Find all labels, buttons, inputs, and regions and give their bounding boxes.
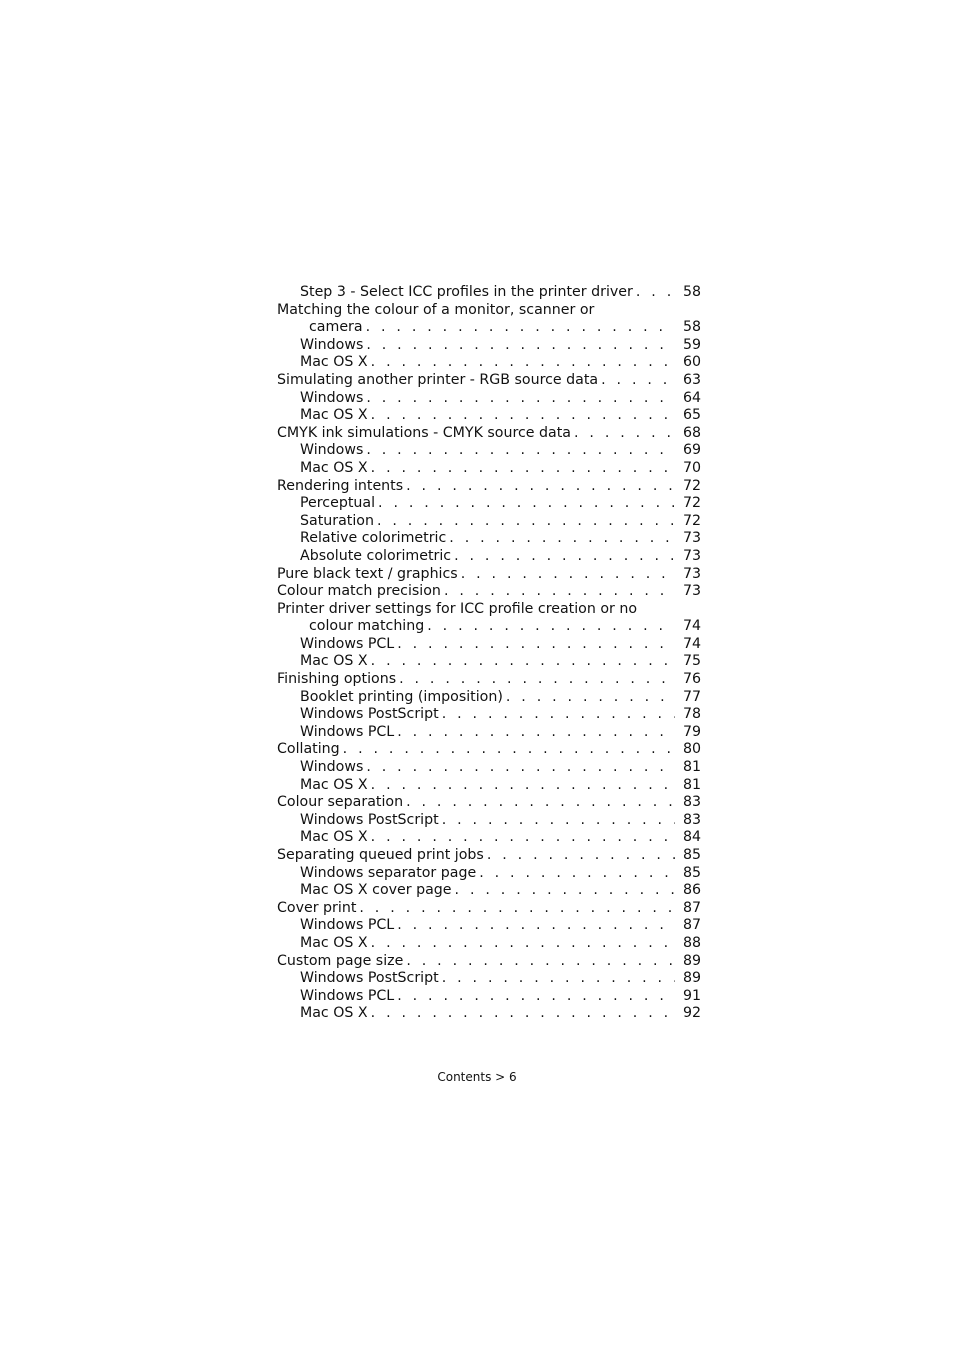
toc-entry[interactable] bbox=[277, 407, 701, 425]
toc-entry[interactable] bbox=[277, 495, 701, 513]
toc-entry[interactable] bbox=[277, 794, 701, 812]
toc-entry-title: camera bbox=[309, 319, 363, 336]
toc-entry-page-number: 81 bbox=[682, 759, 701, 776]
toc-entry[interactable] bbox=[277, 284, 701, 302]
toc-entry-page-number: 72 bbox=[682, 477, 701, 494]
toc-entry[interactable] bbox=[277, 425, 701, 443]
toc-dot-leader bbox=[397, 917, 675, 935]
toc-entry-title: Windows PostScript bbox=[300, 706, 439, 723]
toc-dot-leader bbox=[371, 777, 675, 795]
toc-entry-page-number: 65 bbox=[682, 407, 701, 424]
table-of-contents bbox=[277, 284, 701, 1023]
toc-entry-title: Windows bbox=[300, 442, 364, 459]
toc-entry-title: Windows PCL bbox=[300, 635, 395, 652]
toc-entry-page-number: 91 bbox=[682, 987, 701, 1004]
toc-entry-page-number: 60 bbox=[682, 354, 701, 371]
toc-entry-title: Mac OS X bbox=[300, 459, 368, 476]
toc-entry-title: Rendering intents bbox=[277, 477, 404, 494]
toc-entry-page-number: 83 bbox=[682, 811, 701, 828]
toc-entry-title: Windows PCL bbox=[300, 917, 395, 934]
toc-entry[interactable] bbox=[277, 724, 701, 742]
toc-entry-title: Cover print bbox=[277, 899, 357, 916]
toc-entry-page-number: 72 bbox=[682, 495, 701, 512]
toc-entry-title: Mac OS X bbox=[300, 407, 368, 424]
toc-entry[interactable] bbox=[277, 689, 701, 707]
toc-entry-title: Step 3 - Select ICC profiles in the printer driver bbox=[300, 284, 633, 300]
toc-dot-leader bbox=[406, 794, 675, 812]
toc-entry[interactable] bbox=[277, 970, 701, 988]
toc-entry-title: Windows separator page bbox=[300, 864, 477, 881]
toc-entry[interactable] bbox=[277, 900, 701, 918]
toc-dot-leader bbox=[601, 372, 675, 390]
toc-entry-title: Windows PCL bbox=[300, 987, 395, 1004]
toc-entry-title: Colour separation bbox=[277, 794, 404, 811]
toc-entry-title: Windows bbox=[300, 336, 364, 353]
toc-entry[interactable] bbox=[277, 583, 701, 601]
toc-dot-leader bbox=[366, 442, 675, 460]
toc-dot-leader bbox=[455, 882, 675, 900]
toc-entry[interactable] bbox=[277, 636, 701, 654]
toc-entry[interactable] bbox=[277, 302, 701, 320]
toc-entry-title: Mac OS X bbox=[300, 776, 368, 793]
toc-entry[interactable] bbox=[277, 1005, 701, 1023]
toc-entry-page-number: 58 bbox=[682, 319, 701, 336]
toc-entry-title: Saturation bbox=[300, 512, 374, 529]
toc-entry-title: Mac OS X bbox=[300, 1005, 368, 1022]
toc-entry-page-number: 74 bbox=[682, 635, 701, 652]
toc-entry[interactable] bbox=[277, 548, 701, 566]
toc-entry-title: Windows bbox=[300, 759, 364, 776]
toc-dot-leader bbox=[454, 548, 675, 566]
toc-entry-page-number: 68 bbox=[682, 424, 701, 441]
toc-entry-page-number: 81 bbox=[682, 776, 701, 793]
toc-entry-page-number: 87 bbox=[682, 899, 701, 916]
toc-dot-leader bbox=[406, 953, 675, 971]
toc-entry-title: Windows PostScript bbox=[300, 811, 439, 828]
toc-entry-page-number: 79 bbox=[682, 723, 701, 740]
toc-entry[interactable] bbox=[277, 882, 701, 900]
toc-entry[interactable] bbox=[277, 847, 701, 865]
toc-entry[interactable] bbox=[277, 935, 701, 953]
toc-entry[interactable] bbox=[277, 671, 701, 689]
toc-entry-page-number: 83 bbox=[682, 794, 701, 811]
toc-dot-leader bbox=[366, 337, 675, 355]
toc-entry[interactable] bbox=[277, 618, 701, 636]
toc-entry-title: Separating queued print jobs bbox=[277, 847, 484, 863]
toc-entry[interactable] bbox=[277, 777, 701, 795]
toc-entry-title: Windows PostScript bbox=[300, 970, 439, 987]
toc-entry[interactable] bbox=[277, 653, 701, 671]
toc-entry[interactable] bbox=[277, 530, 701, 548]
toc-entry-title: Finishing options bbox=[277, 671, 397, 688]
toc-entry[interactable] bbox=[277, 460, 701, 478]
toc-dot-leader bbox=[442, 812, 675, 830]
toc-dot-leader bbox=[371, 1005, 675, 1023]
toc-entry-page-number: 69 bbox=[682, 442, 701, 459]
toc-entry[interactable] bbox=[277, 513, 701, 531]
toc-entry-page-number: 87 bbox=[682, 917, 701, 934]
toc-entry-title: Booklet printing (imposition) bbox=[300, 688, 503, 705]
toc-entry-page-number: 85 bbox=[682, 864, 701, 881]
toc-entry-title: Simulating another printer - RGB source data bbox=[277, 371, 599, 388]
toc-entry-page-number: 73 bbox=[682, 565, 701, 582]
toc-entry-page-number: 70 bbox=[682, 459, 701, 476]
toc-entry-page-number: 86 bbox=[682, 882, 701, 899]
toc-dot-leader bbox=[377, 513, 675, 531]
toc-dot-leader bbox=[397, 988, 675, 1006]
toc-entry-title: Mac OS X bbox=[300, 653, 368, 670]
toc-entry[interactable] bbox=[277, 917, 701, 935]
toc-entry-title: Windows bbox=[300, 389, 364, 406]
toc-entry[interactable] bbox=[277, 442, 701, 460]
toc-entry[interactable] bbox=[277, 829, 701, 847]
toc-entry[interactable] bbox=[277, 741, 701, 759]
toc-dot-leader bbox=[479, 865, 675, 883]
toc-entry[interactable] bbox=[277, 759, 701, 777]
toc-entry-page-number: 75 bbox=[682, 653, 701, 670]
toc-dot-leader bbox=[378, 495, 675, 513]
toc-entry[interactable] bbox=[277, 953, 701, 971]
toc-entry[interactable] bbox=[277, 337, 701, 355]
toc-dot-leader bbox=[444, 583, 675, 601]
toc-entry-page-number: 85 bbox=[682, 847, 701, 863]
toc-entry-title: Mac OS X cover page bbox=[300, 882, 452, 899]
toc-entry-page-number: 84 bbox=[682, 829, 701, 846]
toc-dot-leader bbox=[427, 618, 675, 636]
toc-dot-leader bbox=[636, 284, 675, 302]
toc-entry[interactable] bbox=[277, 390, 701, 408]
toc-dot-leader bbox=[449, 530, 675, 548]
toc-dot-leader bbox=[399, 671, 675, 689]
toc-entry-page-number: 92 bbox=[682, 1005, 701, 1022]
toc-entry-page-number: 89 bbox=[682, 970, 701, 987]
toc-entry-page-number: 72 bbox=[682, 512, 701, 529]
toc-entry-page-number: 73 bbox=[682, 530, 701, 547]
toc-dot-leader bbox=[371, 653, 675, 671]
toc-dot-leader bbox=[461, 566, 675, 584]
toc-entry-title: Mac OS X bbox=[300, 829, 368, 846]
page-footer: Contents > 6 bbox=[437, 1070, 517, 1084]
toc-entry[interactable] bbox=[277, 478, 701, 496]
toc-dot-leader bbox=[366, 390, 675, 408]
toc-entry-page-number: 80 bbox=[682, 741, 701, 758]
toc-dot-leader bbox=[397, 636, 675, 654]
toc-dot-leader bbox=[371, 460, 675, 478]
toc-dot-leader bbox=[366, 319, 675, 337]
toc-dot-leader bbox=[371, 829, 675, 847]
toc-dot-leader bbox=[506, 689, 675, 707]
toc-entry-page-number: 88 bbox=[682, 934, 701, 951]
toc-entry-title: Windows PCL bbox=[300, 723, 395, 740]
toc-dot-leader bbox=[366, 759, 675, 777]
toc-dot-leader bbox=[442, 970, 675, 988]
toc-entry[interactable] bbox=[277, 988, 701, 1006]
toc-entry-title: Colour match precision bbox=[277, 583, 441, 600]
toc-entry-page-number: 78 bbox=[682, 706, 701, 723]
toc-entry-page-number: 73 bbox=[682, 583, 701, 600]
toc-dot-leader bbox=[406, 478, 675, 496]
toc-entry[interactable] bbox=[277, 601, 701, 619]
toc-entry[interactable] bbox=[277, 706, 701, 724]
toc-entry-title: Relative colorimetric bbox=[300, 530, 447, 547]
toc-entry-page-number: 59 bbox=[682, 336, 701, 353]
toc-entry[interactable] bbox=[277, 812, 701, 830]
toc-entry-page-number: 89 bbox=[682, 952, 701, 969]
toc-dot-leader bbox=[574, 425, 675, 443]
toc-entry-title: Custom page size bbox=[277, 952, 404, 969]
toc-entry-title: CMYK ink simulations - CMYK source data bbox=[277, 424, 571, 441]
toc-entry-title: Mac OS X bbox=[300, 354, 368, 371]
toc-dot-leader bbox=[359, 900, 675, 918]
toc-entry-page-number: 73 bbox=[682, 547, 701, 564]
toc-entry-page-number: 74 bbox=[682, 618, 701, 635]
toc-entry-title: Collating bbox=[277, 741, 340, 758]
toc-entry-page-number: 76 bbox=[682, 671, 701, 688]
toc-dot-leader bbox=[397, 724, 675, 742]
toc-entry-title: Absolute colorimetric bbox=[300, 547, 452, 564]
toc-entry[interactable] bbox=[277, 566, 701, 584]
toc-dot-leader bbox=[442, 706, 675, 724]
toc-dot-leader bbox=[371, 935, 675, 953]
toc-entry[interactable] bbox=[277, 319, 701, 337]
toc-entry-page-number: 63 bbox=[682, 371, 701, 388]
toc-entry-title: Printer driver settings for ICC profile creation or no bbox=[277, 600, 638, 617]
toc-entry[interactable] bbox=[277, 354, 701, 372]
toc-entry-title: Mac OS X bbox=[300, 934, 368, 951]
toc-entry[interactable] bbox=[277, 372, 701, 390]
toc-dot-leader bbox=[343, 741, 675, 759]
toc-entry-page-number: 58 bbox=[682, 284, 701, 300]
toc-entry-page-number: 77 bbox=[682, 688, 701, 705]
toc-entry-title: colour matching bbox=[309, 618, 425, 635]
toc-dot-leader bbox=[371, 354, 675, 372]
toc-entry-title: Matching the colour of a monitor, scanner or bbox=[277, 301, 595, 318]
toc-entry-title: Pure black text / graphics bbox=[277, 565, 458, 582]
toc-entry[interactable] bbox=[277, 865, 701, 883]
toc-entry-title: Perceptual bbox=[300, 495, 376, 512]
toc-entry-page-number: 64 bbox=[682, 389, 701, 406]
toc-dot-leader bbox=[487, 847, 675, 865]
toc-dot-leader bbox=[371, 407, 675, 425]
